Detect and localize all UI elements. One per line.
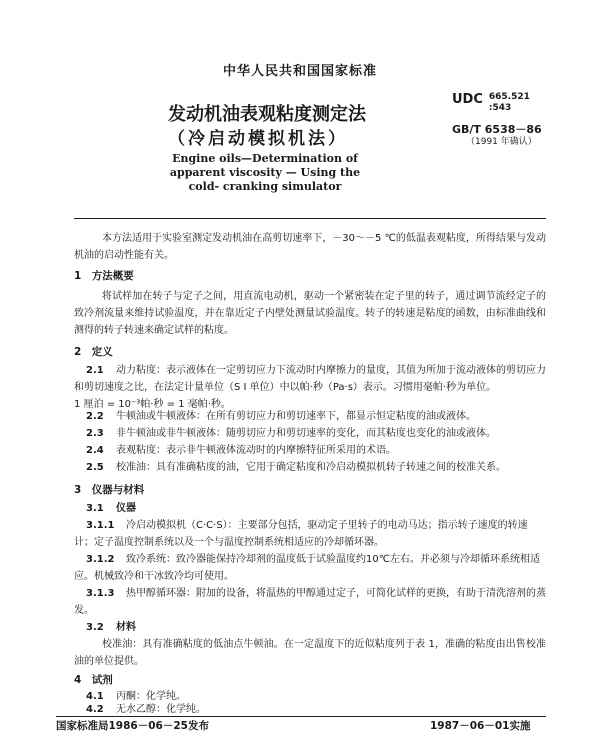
item-text: 非牛顿油或非牛顿液体：随剪切应力和剪切速率的变化，而其粘度也变化的油或液体。 — [116, 428, 496, 439]
item-number: 3.1.1 — [86, 520, 115, 531]
section-3-heading: 3 仪器与材料 — [74, 484, 145, 496]
item-number: 3.2 — [86, 622, 104, 633]
definition-2-1 — [74, 362, 546, 396]
udc-number-line-1: 665.521 — [488, 92, 530, 102]
item-number: 4.1 — [86, 691, 104, 702]
definition-2-3 — [74, 425, 546, 442]
item-text: 动力粘度：表示液体在一定剪切应力下流动时内摩擦力的量度，其值为所加于流动液体的剪切应力和剪切速度之比，在法定计量单位（S I 单位）中以帕·秒（Pa·s）表示。习惯用毫帕·秒为单位。 — [74, 365, 546, 393]
udc-code — [452, 92, 530, 114]
section-2-heading: 2 定义 — [74, 346, 113, 358]
item-text: 丙酮：化学纯。 — [116, 691, 186, 702]
item-number: 2.2 — [86, 411, 104, 422]
definition-2-1-conversion: 1 厘泊 = 10⁻³帕·秒 = 1 毫帕·秒。 — [74, 399, 231, 410]
udc-number-line-2: :543 — [488, 103, 512, 113]
item-text: 致冷系统：致冷器能保持冷却剂的温度低于试验温度约10℃左右。并必须与冷却循环系统相适应。机械致冷和干冰致冷均可使用。 — [74, 554, 540, 582]
subsection-title: 仪器 — [116, 503, 136, 514]
item-text: 无水乙醇：化学纯。 — [116, 704, 206, 715]
intro-paragraph: 本方法适用于实验室测定发动机油在高剪切速率下，－30～－5 ℃的低温表观粘度，所得结果与发动机油的启动性能有关。 — [74, 233, 546, 261]
item-number: 2.4 — [86, 445, 104, 456]
section-1-body: 将试样加在转子与定子之间，用直流电动机，驱动一个紧密装在定子里的转子，通过调节流经定子的致冷剂流量来维持试验温度，并在靠近定子内壁处测量试验温度。转子的转速是粘度的函数，由标准曲线和测得的转子转速来确定试样的粘度。 — [74, 291, 546, 336]
item-text: 热甲醇循环器：附加的设备，将温热的甲醇通过定子，可简化试样的更换，有助于清洗溶剂的蒸发。 — [74, 588, 546, 616]
item-number: 2.3 — [86, 428, 104, 439]
title-english-line-3: cold- cranking simulator — [188, 180, 342, 193]
title-english-line-1: Engine oils—Determination of — [172, 152, 358, 165]
subsection-3-1 — [74, 500, 546, 517]
item-text: 冷启动模拟机（C·C·S）：主要部分包括，驱动定子里转子的电动马达；指示转子速度的转速计；定子温度控制系统以及一个与温度控制系统相适应的冷却循环器。 — [74, 520, 528, 548]
item-text: 表观粘度：表示非牛顿液体流动时的内摩擦特征所采用的术语。 — [116, 445, 396, 456]
footer-divider — [56, 716, 546, 717]
item-3-1-2 — [74, 551, 546, 585]
item-text: 牛顿油或牛顿液体：在所有剪切应力和剪切速率下，都显示恒定粘度的油或液体。 — [116, 411, 476, 422]
item-number: 3.1 — [86, 503, 104, 514]
title-english — [150, 152, 380, 194]
subsection-title: 材料 — [116, 622, 136, 633]
title-english-line-2: apparent viscosity — Using the — [169, 166, 361, 179]
item-3-1-1 — [74, 517, 546, 551]
materials-text: 校准油：具有准确粘度的低油点牛顿油。在一定温度下的近似粘度列于表 1，准确的粘度由出售校准油的单位提供。 — [74, 639, 546, 667]
item-number: 4.2 — [86, 704, 104, 715]
title-chinese: 发动机油表观粘度测定法 — [168, 104, 366, 125]
definition-2-5 — [74, 459, 546, 476]
section-1-heading: 1 方法概要 — [74, 270, 134, 282]
subtitle-chinese: （冷启动模拟机法） — [168, 129, 348, 149]
subsection-3-2 — [74, 619, 546, 636]
gb-code: GB/T 6538－86 — [452, 123, 542, 136]
item-text: 校准油：具有准确粘度的油，它用于确定粘度和冷启动模拟机转子转速之间的校准关系。 — [116, 462, 506, 473]
item-number: 3.1.2 — [86, 554, 115, 565]
item-number: 2.5 — [86, 462, 104, 473]
section-4-heading: 4 试剂 — [74, 674, 113, 686]
udc-number — [489, 92, 530, 114]
effective-date: 1987－06－01实施 — [430, 720, 531, 732]
header-divider — [74, 218, 546, 219]
definition-2-2 — [74, 408, 546, 425]
item-number: 3.1.3 — [86, 588, 115, 599]
udc-label: UDC — [452, 92, 483, 107]
item-3-1-3 — [74, 585, 546, 619]
definition-2-4 — [74, 442, 546, 459]
confirmation-year: （1991 年确认） — [466, 137, 537, 147]
national-standard-heading: 中华人民共和国国家标准 — [222, 64, 377, 79]
item-number: 2.1 — [86, 365, 104, 376]
issue-date: 国家标准局1986－06－25发布 — [56, 720, 209, 732]
